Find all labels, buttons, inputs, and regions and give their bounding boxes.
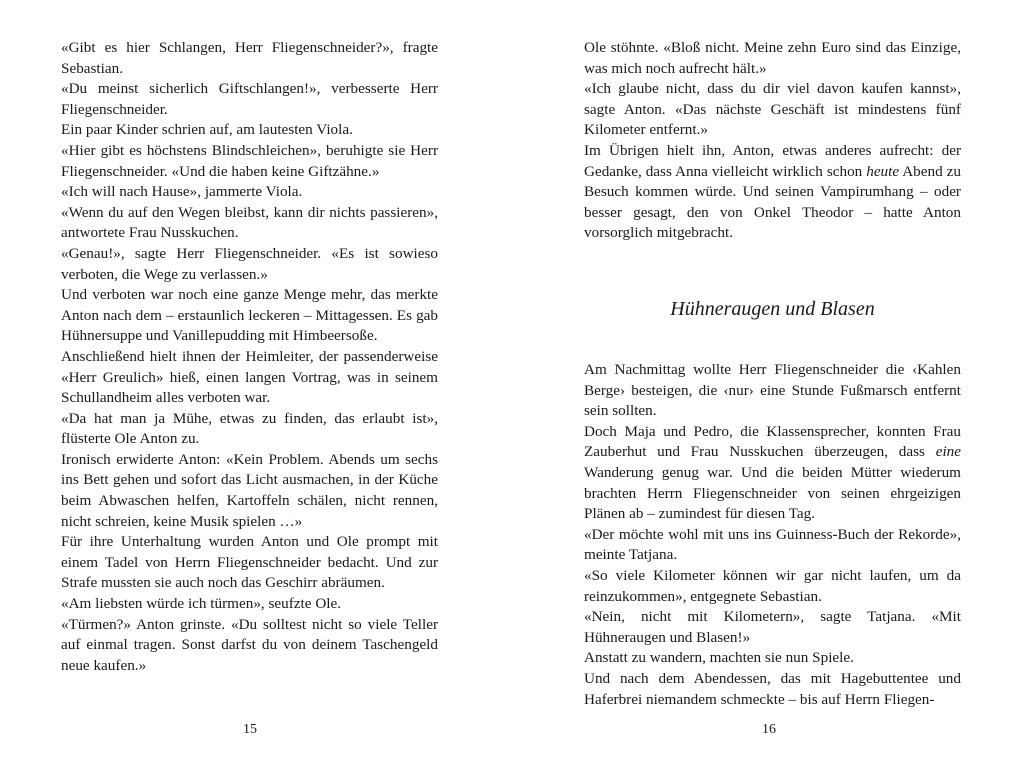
- emphasized-word: eine: [935, 443, 961, 461]
- left-page-text: [61, 38, 438, 676]
- paragraph: Und verboten war noch eine ganze Menge mehr, das merkte Anton nach dem – erstaunlich leckeren – Mittagessen. Es gab Hühnersuppe und Vanillepudding mit Himbeersoße.: [61, 286, 438, 345]
- right-page: [510, 0, 1020, 775]
- paragraph: «Nein, nicht mit Kilometern», sagte Tatjana. «Mit Hühneraugen und Blasen!»: [584, 608, 961, 646]
- paragraph: Ein paar Kinder schrien auf, am lautesten Viola.: [61, 121, 353, 139]
- paragraph: «Da hat man ja Mühe, etwas zu finden, das erlaubt ist», flüsterte Ole Anton zu.: [61, 409, 438, 448]
- paragraph: «Ich glaube nicht, dass du dir viel davon kaufen kannst», sagte Anton. «Das nächste Geschäft ist mindestens fünf Kilometer entfernt.»: [584, 80, 961, 139]
- paragraph: «Ich will nach Hause», jammerte Viola.: [61, 183, 303, 201]
- paragraph: «Wenn du auf den Wegen bleibst, kann dir nichts passieren», antwortete Frau Nusskuchen.: [61, 203, 438, 242]
- paragraph: «Du meinst sicherlich Giftschlangen!», verbesserte Herr Fliegenschneider.: [61, 80, 438, 118]
- text-run: Abend zu Besuch kommen würde. Und seinen Vampirumhang – oder besser gesagt, den von Onkel Theodor – hatte Anton vorsorglich mitgebracht.: [584, 162, 961, 242]
- paragraph: Anschließend hielt ihnen der Heimleiter, der passenderweise «Herr Greulich» hieß, einen langen Vortrag, was in seinem Schullandheim alles verboten war.: [61, 347, 438, 407]
- page-number: 16: [762, 722, 776, 737]
- paragraph: Und nach dem Abendessen, das mit Hagebuttentee und Haferbrei niemandem schmeckte – bis auf Herrn Fliegen-: [584, 669, 961, 708]
- right-page-text-top: [584, 38, 961, 244]
- chapter-heading: Hühneraugen und Blasen: [670, 298, 875, 320]
- paragraph: [584, 141, 961, 244]
- paragraph: «Der möchte wohl mit uns ins Guinness-Buch der Rekorde», meinte Tatjana.: [584, 525, 961, 564]
- paragraph: Für ihre Unterhaltung wurden Anton und Ole prompt mit einem Tadel von Herrn Fliegenschneider bedacht. Und zur Strafe mussten sie auch noch das Geschirr abräumen.: [61, 533, 438, 592]
- paragraph: «Türmen?» Anton grinste. «Du solltest nicht so viele Teller auf einmal tragen. Sonst darfst du von deinem Taschengeld neue kaufen.»: [61, 615, 438, 674]
- text-run: Im Übrigen hielt ihn, Anton, etwas anderes aufrecht: der Gedanke, dass Anna vielleicht wirklich schon: [584, 141, 961, 180]
- paragraph: [584, 422, 961, 525]
- paragraph: Ironisch erwiderte Anton: «Kein Problem. Abends um sechs ins Bett gehen und sofort das Licht ausmachen, in der Küche beim Abwaschen helfen, Kartoffeln schälen, nicht rennen, nicht schreien, keine Musik spielen …»: [61, 450, 438, 530]
- paragraph: «Am liebsten würde ich türmen», seufzte Ole.: [61, 595, 342, 613]
- emphasized-word: heute: [866, 162, 900, 180]
- paragraph: «Genau!», sagte Herr Fliegenschneider. «Es ist sowieso verboten, die Wege zu verlassen.»: [61, 244, 438, 283]
- right-page-text-chapter: [584, 360, 961, 710]
- paragraph: «Gibt es hier Schlangen, Herr Fliegenschneider?», fragte Sebastian.: [61, 39, 438, 77]
- paragraph: Am Nachmittag wollte Herr Fliegenschneider die ‹Kahlen Berge› besteigen, die ‹nur› eine Stunde Fußmarsch entfernt sein sollten.: [584, 361, 961, 420]
- text-run: Wanderung genug war. Und die beiden Mütter wiederum brachten Herrn Fliegenschneider von seinen ehrgeizigen Plänen ab – zumindest für diesen Tag.: [584, 463, 961, 523]
- paragraph: Ole stöhnte. «Bloß nicht. Meine zehn Euro sind das Einzige, was mich noch aufrecht hält.»: [584, 39, 961, 77]
- paragraph: Anstatt zu wandern, machten sie nun Spiele.: [584, 649, 854, 667]
- paragraph: «So viele Kilometer können wir gar nicht laufen, um da reinzukommen», entgegnete Sebastian.: [584, 566, 961, 605]
- page-number: 15: [243, 722, 257, 737]
- paragraph: «Hier gibt es höchstens Blindschleichen», beruhigte sie Herr Fliegenschneider. «Und die haben keine Giftzähne.»: [61, 141, 438, 180]
- text-run: Doch Maja und Pedro, die Klassensprecher, konnten Frau Zauberhut und Frau Nusskuchen überzeugen, dass: [584, 422, 961, 461]
